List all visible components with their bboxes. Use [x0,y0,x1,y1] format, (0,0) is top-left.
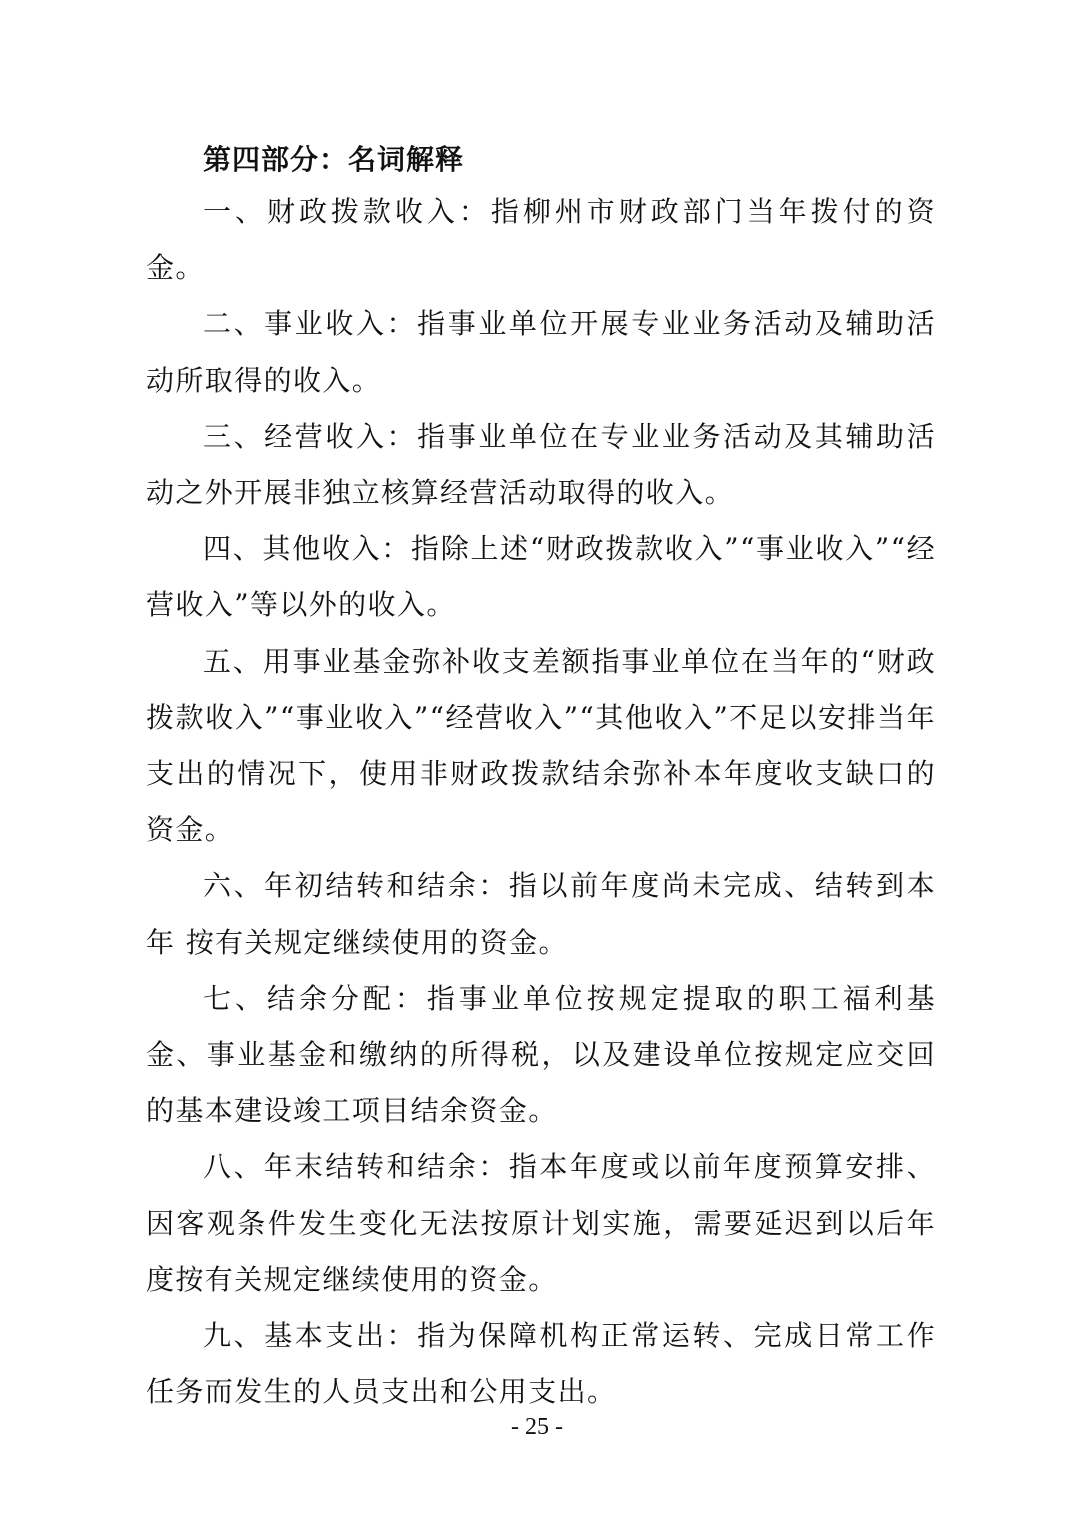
document-body [146,136,936,1420]
definition-paragraph-9: 九、基本支出：指为保障机构正常运转、完成日常工作任务而发生的人员支出和公用支出。 [146,1319,936,1409]
definition-paragraph-8: 八、年末结转和结余：指本年度或以前年度预算安排、因客观条件发生变化无法按原计划实施，需要延迟到以后年度按有关规定继续使用的资金。 [146,1150,936,1296]
definition-paragraph-6: 六、年初结转和结余：指以前年度尚未完成、结转到本年 按有关规定继续使用的资金。 [146,869,936,959]
definition-paragraph-3: 三、经营收入：指事业单位在专业业务活动及其辅助活动之外开展非独立核算经营活动取得的收入。 [146,419,936,510]
definition-paragraph-7: 七、结余分配：指事业单位按规定提取的职工福利基金、事业基金和缴纳的所得税，以及建设单位按规定应交回的基本建设竣工项目结余资金。 [146,981,936,1128]
definition-paragraph-1: 一、财政拨款收入：指柳州市财政部门当年拨付的资金。 [146,195,936,285]
definition-paragraph-5: 五、用事业基金弥补收支差额指事业单位在当年的“财政拨款收入”“事业收入”“经营收入”“其他收入”不足以安排当年支出的情况下，使用非财政拨款结余弥补本年度收支缺口的资金。 [146,644,936,847]
definition-paragraph-2: 二、事业收入：指事业单位开展专业业务活动及辅助活动所取得的收入。 [146,307,936,397]
section-heading: 第四部分：名词解释 [203,143,465,176]
definition-paragraph-4: 四、其他收入：指除上述“财政拨款收入”“事业收入”“经营收入”等以外的收入。 [146,532,936,622]
page-number: - 25 - [511,1414,563,1440]
